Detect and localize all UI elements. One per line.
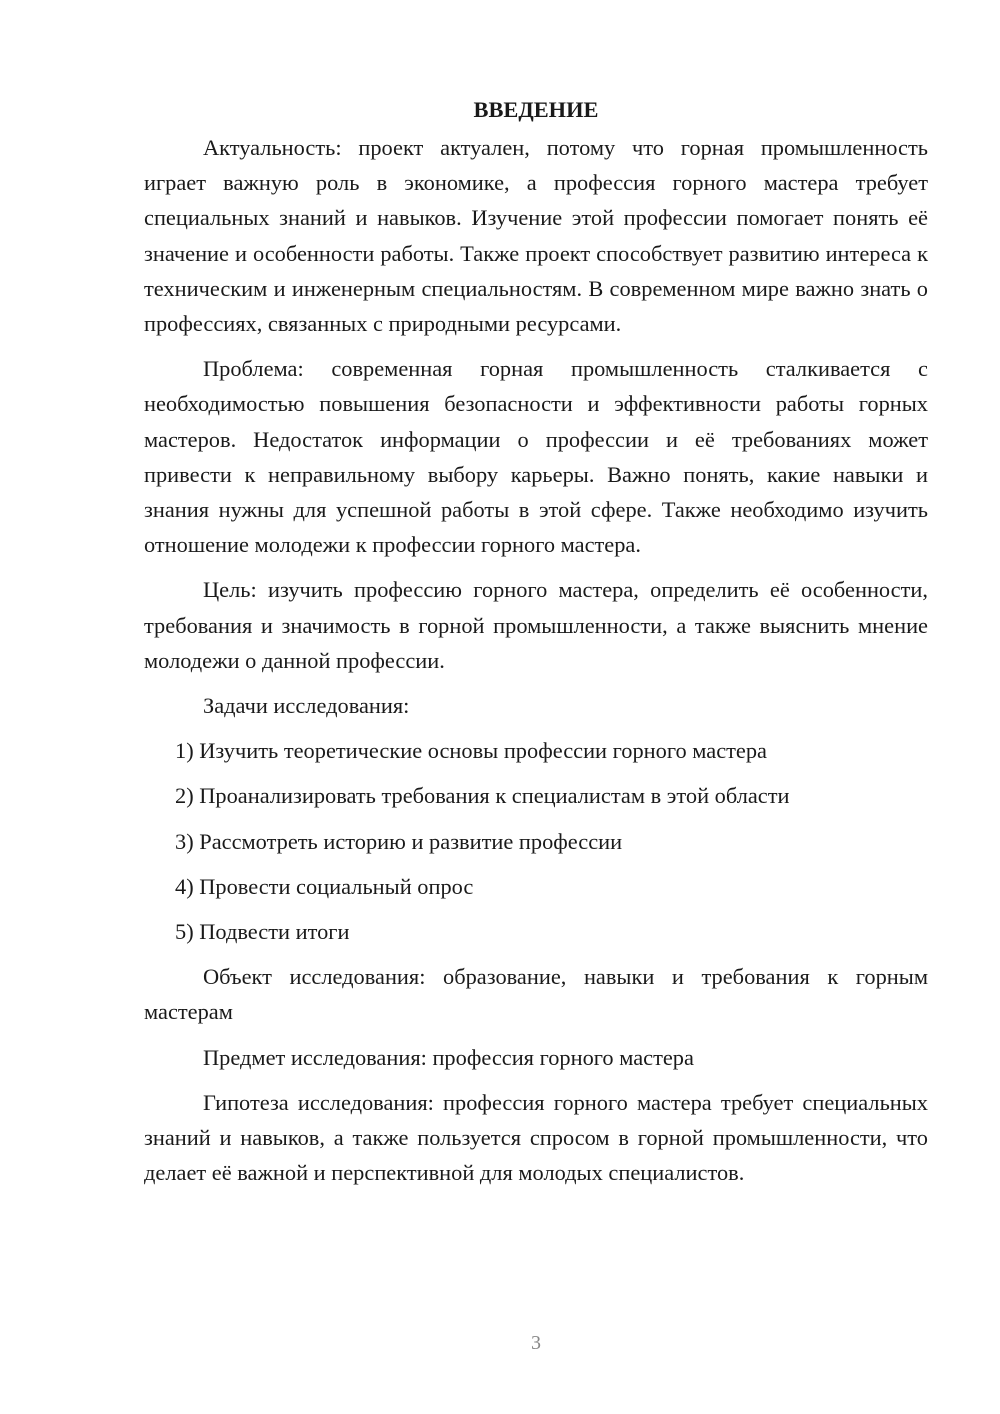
page-content bbox=[144, 92, 928, 1190]
task-item-4: 4) Провести социальный опрос bbox=[175, 873, 474, 899]
task-item-5: 5) Подвести итоги bbox=[175, 919, 350, 945]
goal-paragraph: Цель: изучить профессию горного мастера, определить её особенности, требования и значимость в горной промышленности, а также выяснить мнение молодежи о данной профессии. bbox=[144, 577, 928, 673]
tasks-list bbox=[144, 733, 928, 949]
page-number: 3 bbox=[531, 1332, 541, 1354]
task-item-3: 3) Рассмотреть историю и развитие профессии bbox=[175, 828, 623, 854]
subject-paragraph: Предмет исследования: профессия горного мастера bbox=[203, 1044, 694, 1070]
task-item-1: 1) Изучить теоретические основы профессии горного мастера bbox=[175, 738, 767, 764]
object-paragraph: Объект исследования: образование, навыки и требования к горным мастерам bbox=[144, 964, 928, 1025]
problem-paragraph: Проблема: современная горная промышленность сталкивается с необходимостью повышения безопасности и эффективности работы горных мастеров. Недостаток информации о профессии и её требованиях может привести к неправильному выбору карьеры. Важно понять, какие навыки и знания нужны для успешной работы в этой сфере. Также необходимо изучить отношение молодежи к профессии горного мастера. bbox=[144, 356, 928, 558]
hypothesis-paragraph: Гипотеза исследования: профессия горного мастера требует специальных знаний и навыков, а также пользуется спросом в горной промышленности, что делает её важной и перспективной для молодых специалистов. bbox=[144, 1089, 928, 1186]
task-item-2: 2) Проанализировать требования к специалистам в этой области bbox=[175, 783, 790, 809]
relevance-paragraph: Актуальность: проект актуален, потому что горная промышленность играет важную роль в экономике, а профессия горного мастера требует специальных знаний и навыков. Изучение этой профессии помогает понять её значение и особенности работы. Также проект способствует развитию интереса к техническим и инженерным специальностям. В современном мире важно знать о профессиях, связанных с природными ресурсами. bbox=[144, 135, 928, 337]
tasks-title: Задачи исследования: bbox=[203, 693, 410, 719]
section-heading: ВВЕДЕНИЕ bbox=[473, 97, 599, 122]
